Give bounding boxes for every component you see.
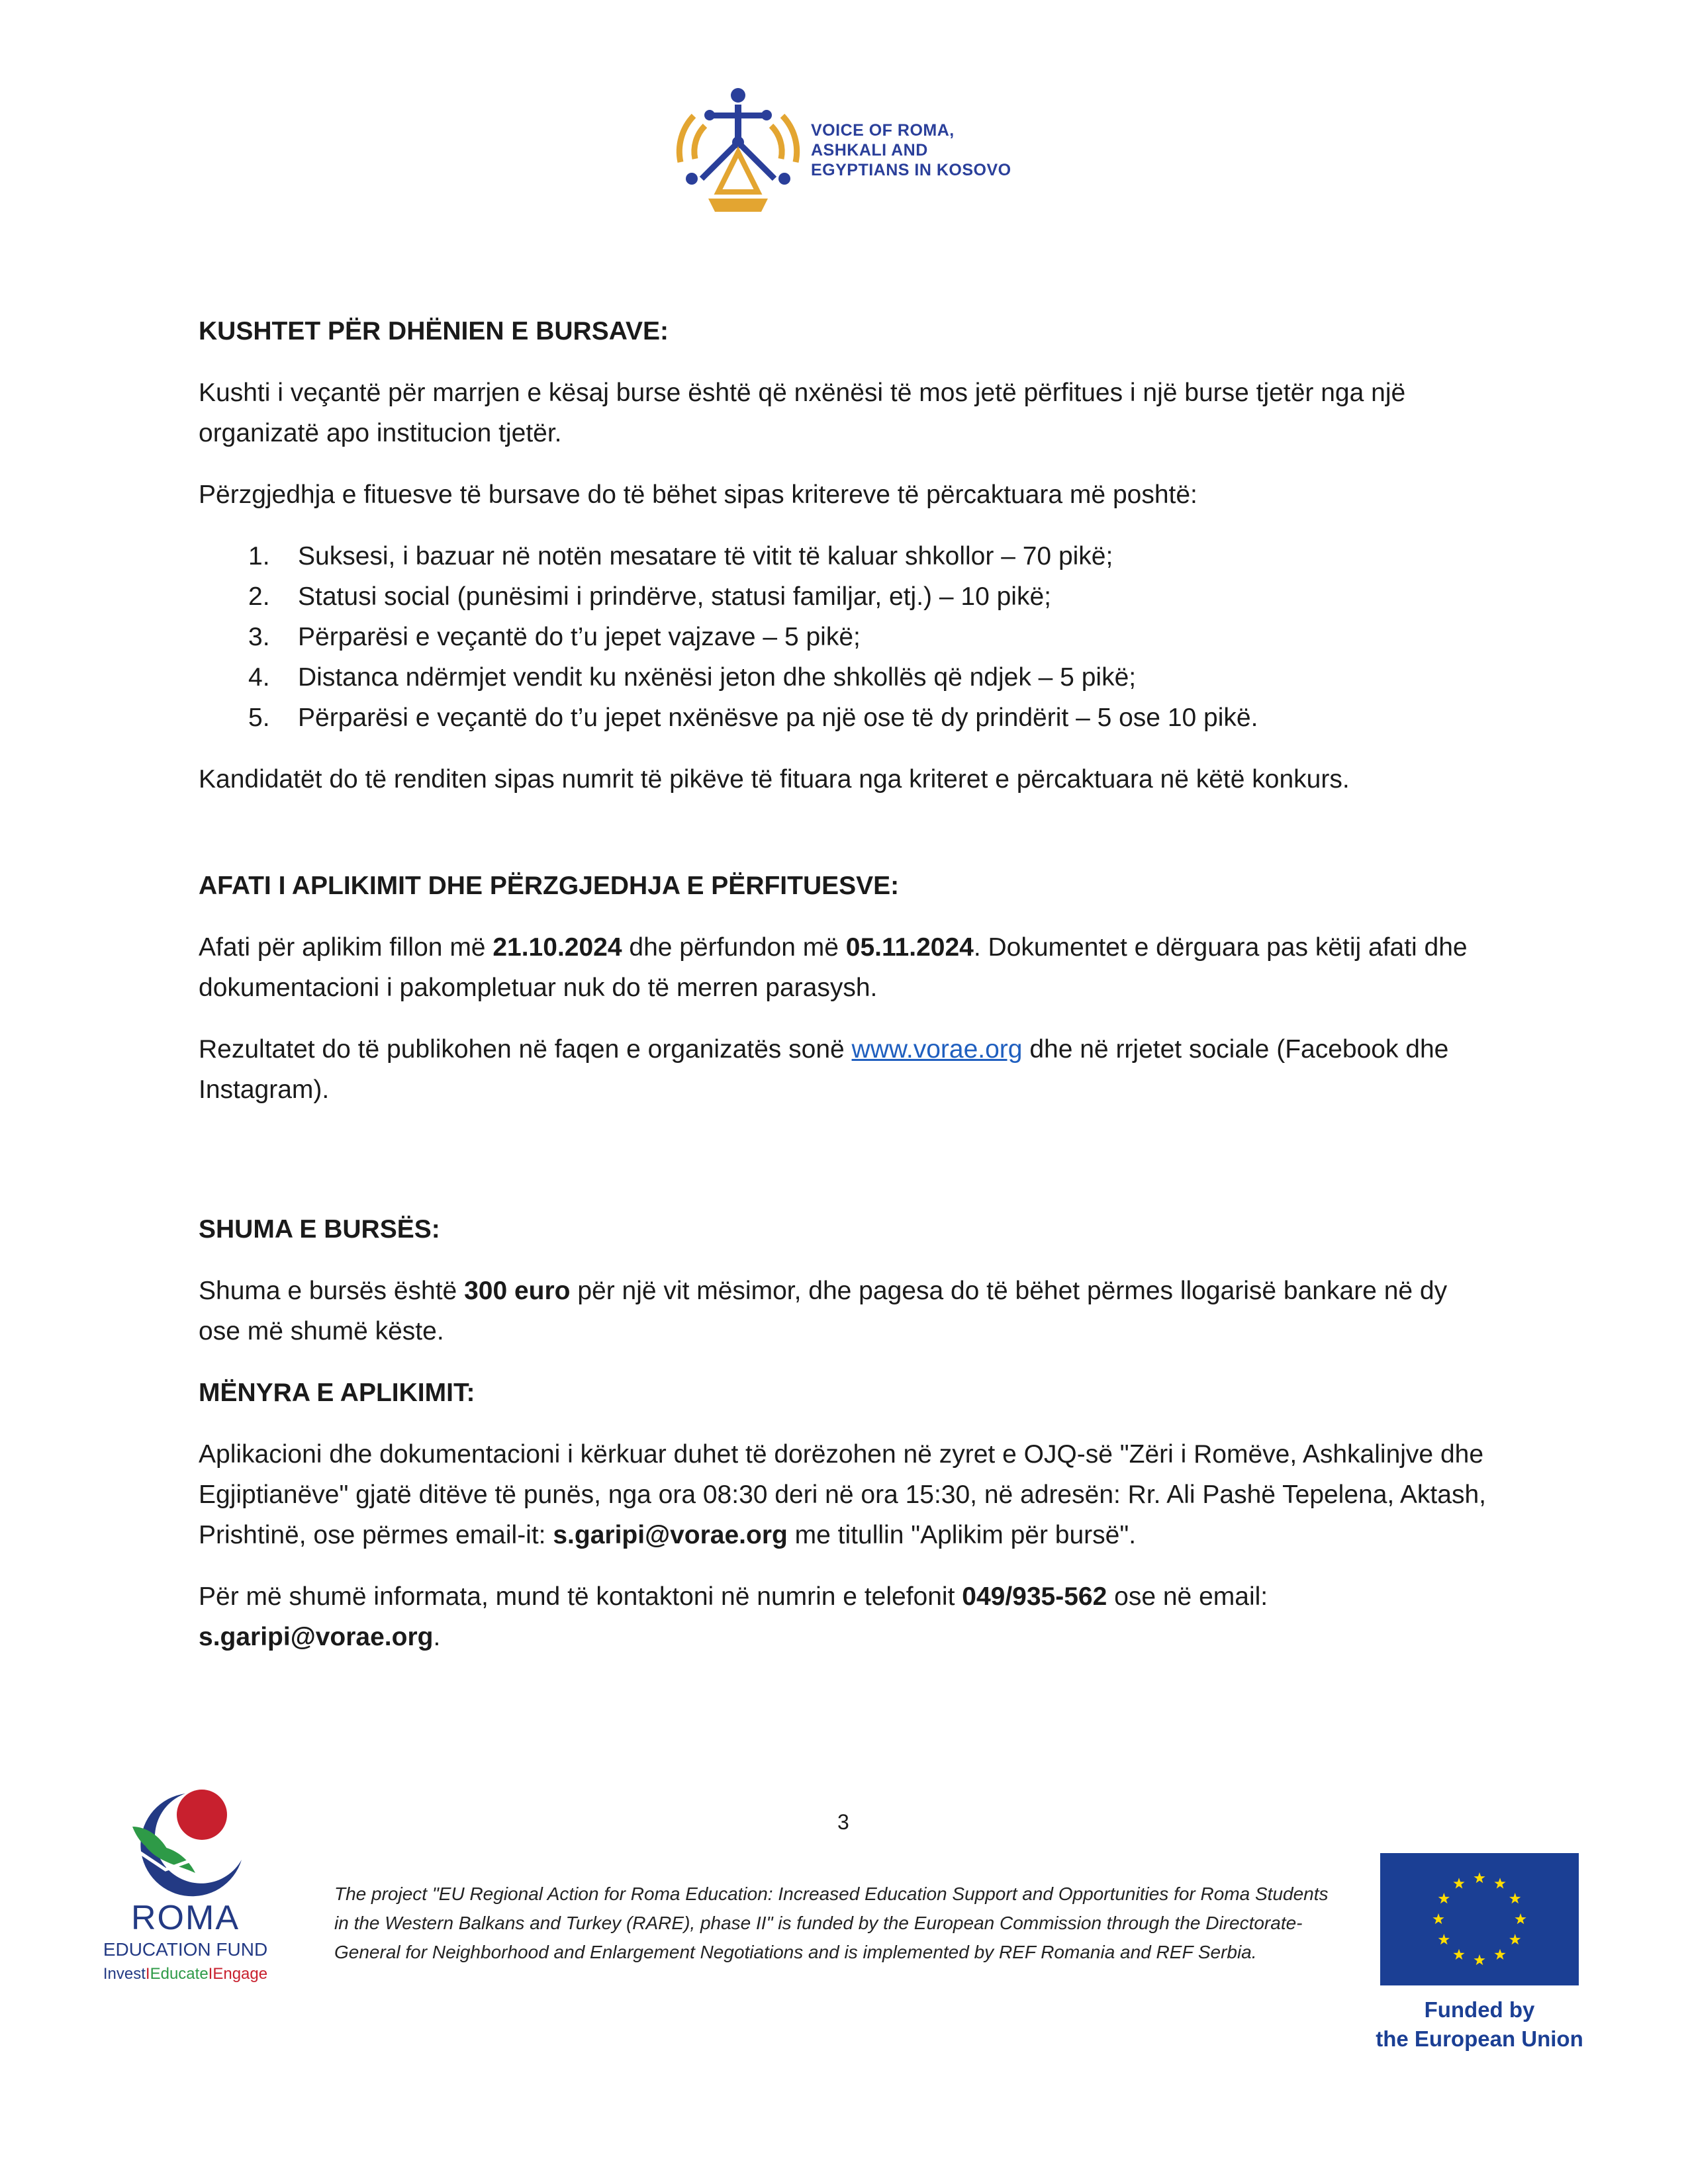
header-logo bbox=[669, 86, 1039, 218]
eu-star-icon bbox=[1494, 1878, 1505, 1888]
roma-education-fund-logo bbox=[86, 1780, 285, 1999]
contact-email: s.garipi@vorae.org bbox=[553, 1521, 788, 1549]
list-item-text: Distanca ndërmjet vendit ku nxënësi jeton dhe shkollës që ndjek – 5 pikë; bbox=[298, 663, 1137, 692]
eu-star-icon bbox=[1438, 1893, 1450, 1903]
website-link[interactable]: www.vorae.org bbox=[851, 1035, 1023, 1064]
eu-star-icon bbox=[1474, 1954, 1485, 1965]
list-item bbox=[199, 576, 1489, 617]
list-item-text: Suksesi, i bazuar në notën mesatare të vitit të kaluar shkollor – 70 pikë; bbox=[298, 542, 1113, 570]
paragraph-amount: Shuma e bursës është 300 euro për një vit mësimor, dhe pagesa do të bëhet përmes llogarisë bankare në dy ose më shumë këste. bbox=[199, 1277, 1448, 1345]
list-item-number: 4. bbox=[248, 663, 270, 692]
list-item-text: Përparësi e veçantë do t’u jepet vajzave – 5 pikë; bbox=[298, 623, 861, 651]
section-heading-conditions: KUSHTET PËR DHËNIEN E BURSAVE: bbox=[199, 317, 669, 345]
list-item-text: Përparësi e veçantë do t’u jepet nxënësve pa një ose të dy prindërit – 5 ose 10 pikë. bbox=[298, 704, 1258, 732]
document-body bbox=[199, 311, 1489, 1657]
list-item-number: 3. bbox=[248, 623, 270, 651]
criteria-list bbox=[199, 536, 1489, 738]
voice-of-roma-emblem-icon bbox=[669, 86, 808, 218]
list-item bbox=[199, 657, 1489, 698]
paragraph-deadline: Afati për aplikim fillon më 21.10.2024 dhe përfundon më 05.11.2024. Dokumentet e dërguara pas këtij afati dhe dokumentacioni i pakompletuar nuk do të merren parasysh. bbox=[199, 933, 1468, 1002]
eu-star-icon bbox=[1509, 1934, 1521, 1944]
paragraph-special-condition: Kushti i veçantë për marrjen e kësaj burse është që nxënësi të mos jetë përfitues i një burse tjetër nga një organizatë apo institucion tjetër. bbox=[199, 379, 1406, 447]
eu-star-icon bbox=[1432, 1913, 1444, 1924]
eu-star-icon bbox=[1509, 1893, 1521, 1903]
eu-funded-line-1: Funded by bbox=[1424, 1997, 1535, 2022]
section-heading-deadline: AFATI I APLIKIMIT DHE PËRZGJEDHJA E PËRFITUESVE: bbox=[199, 872, 900, 900]
paragraph-selection-intro: Përzgjedhja e fituesve të bursave do të bëhet sipas kritereve të përcaktuara më poshtë: bbox=[199, 480, 1197, 509]
logo-text-line-2: ASHKALI AND bbox=[811, 141, 928, 159]
eu-star-icon bbox=[1494, 1949, 1505, 1960]
eu-star-icon bbox=[1453, 1878, 1464, 1888]
paragraph-results: Rezultatet do të publikohen në faqen e organizatës sonë www.vorae.org dhe në rrjetet sociale (Facebook dhe Instagram). bbox=[199, 1035, 1449, 1104]
list-item-text: Statusi social (punësimi i prindërve, statusi familjar, etj.) – 10 pikë; bbox=[298, 582, 1051, 611]
paragraph-ranking: Kandidatët do të renditen sipas numrit të pikëve të fituara nga kriteret e përcaktuara në këtë konkurs. bbox=[199, 765, 1350, 794]
section-heading-amount: SHUMA E BURSËS: bbox=[199, 1215, 440, 1244]
list-item bbox=[199, 698, 1489, 738]
logo-text-line-1: VOICE OF ROMA, bbox=[811, 121, 955, 140]
contact-email-2: s.garipi@vorae.org bbox=[199, 1623, 434, 1651]
list-item-number: 1. bbox=[248, 542, 270, 570]
eu-star-icon bbox=[1515, 1913, 1526, 1924]
list-item-number: 5. bbox=[248, 704, 270, 732]
eu-funded-line-2: the European Union bbox=[1376, 2026, 1583, 2051]
list-item bbox=[199, 536, 1489, 576]
eu-star-icon bbox=[1474, 1872, 1485, 1883]
page-number: 3 bbox=[837, 1810, 849, 1834]
paragraph-contact: Për më shumë informata, mund të kontaktoni në numrin e telefonit 049/935-562 ose në email: s.garipi@vorae.org. bbox=[199, 1582, 1268, 1651]
eu-star-icon bbox=[1453, 1949, 1464, 1960]
eu-star-icon bbox=[1438, 1934, 1450, 1944]
ref-logo-tagline: InvestIEducateIEngage bbox=[103, 1965, 268, 1983]
ref-logo-subtitle: EDUCATION FUND bbox=[103, 1939, 268, 1960]
section-heading-application: MËNYRA E APLIKIMIT: bbox=[199, 1379, 475, 1407]
list-item-number: 2. bbox=[248, 582, 270, 611]
start-date: 21.10.2024 bbox=[492, 933, 622, 962]
logo-text-line-3: EGYPTIANS IN KOSOVO bbox=[811, 161, 1011, 179]
scholarship-amount: 300 euro bbox=[464, 1277, 571, 1305]
paragraph-application: Aplikacioni dhe dokumentacioni i kërkuar duhet të dorëzohen në zyret e OJQ-së "Zëri i Romëve, Ashkalinjve dhe Egjiptianëve" gjatë ditëve të punës, nga ora 08:30 deri në ora 15:30, në adresën: Rr. Ali Pashë Tepelena, Aktash, Prishtinë, ose përmes email-it: s.garipi@vorae.org me titullin "Aplikim për bursë". bbox=[199, 1440, 1486, 1549]
list-item bbox=[199, 617, 1489, 657]
contact-phone: 049/935-562 bbox=[962, 1582, 1107, 1611]
funding-disclaimer: The project "EU Regional Action for Roma Education: Increased Education Support and Opportunities for Roma Students in the Western Balkans and Turkey (RARE), phase II" is funded by the European Commission through the Directorate-General for Neighborhood and Enlargement Negotiations and is implemented by REF Romania and REF Serbia. bbox=[334, 1884, 1329, 1962]
ref-logo-title: ROMA bbox=[131, 1899, 240, 1937]
end-date: 05.11.2024 bbox=[845, 933, 974, 962]
eu-flag-icon bbox=[1380, 1853, 1579, 1985]
eu-funded-label bbox=[1350, 1995, 1609, 2054]
ref-emblem-icon bbox=[86, 1780, 285, 1899]
